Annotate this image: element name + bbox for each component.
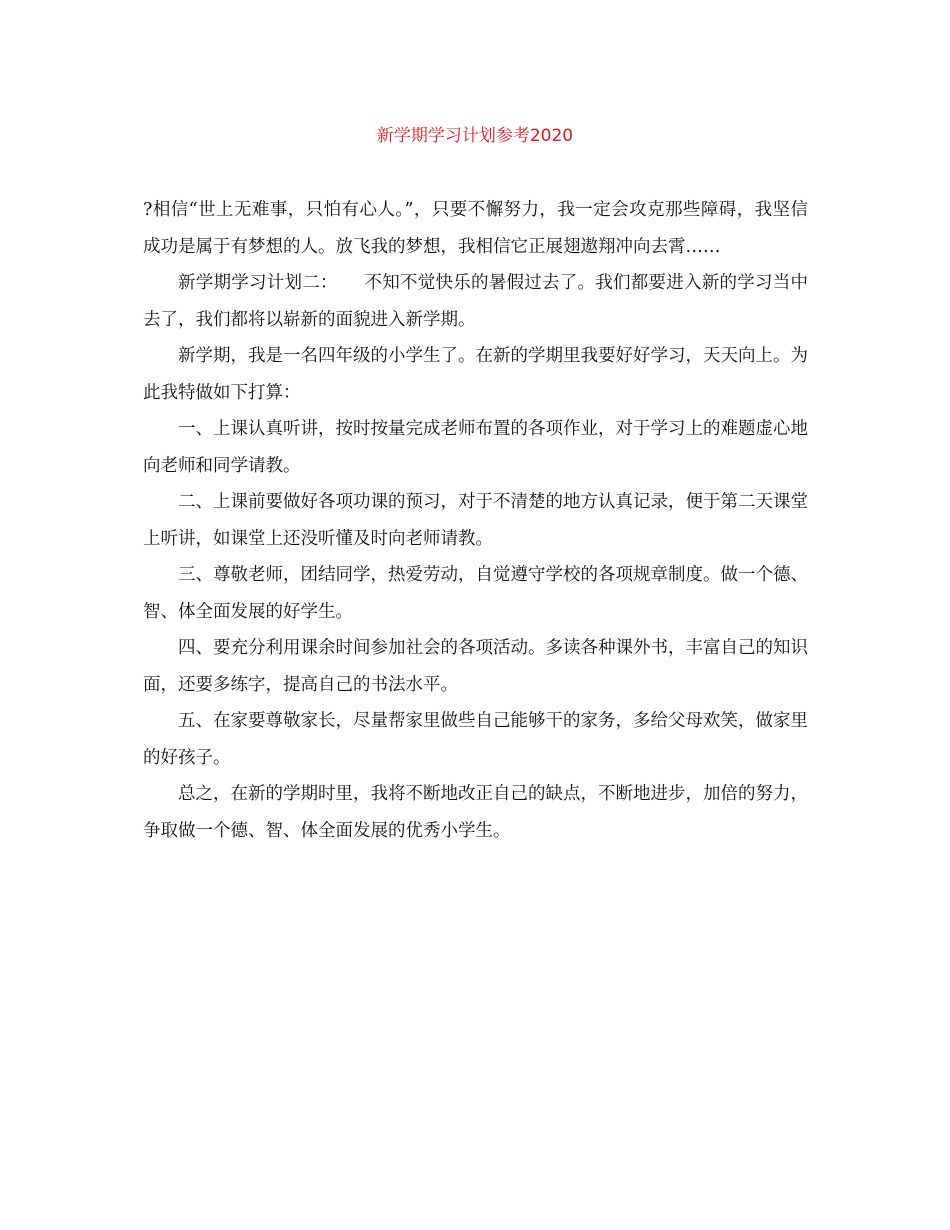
paragraph-intro: ?相信“世上无难事，只怕有心人。”，只要不懈努力，我一定会攻克那些障碍，我坚信成功是属于有梦想的人。放飞我的梦想，我相信它正展翅遨翔冲向去霄……	[143, 200, 808, 257]
document-title: 新学期学习计划参考2020	[376, 126, 574, 146]
paragraph-item-2: 二、上课前要做好各项功课的预习，对于不清楚的地方认真记录，便于第二天课堂上听讲，如课堂上还没听懂及时向老师请教。	[143, 492, 808, 549]
paragraph-new-term: 新学期，我是一名四年级的小学生了。在新的学期里我要好好学习，天天向上。为此我特做如下打算：	[143, 346, 808, 403]
paragraph-item-1: 一、上课认真听讲，按时按量完成老师布置的各项作业，对于学习上的难题虚心地向老师和同学请教。	[143, 419, 808, 476]
document-body	[143, 192, 808, 849]
paragraph-item-5: 五、在家要尊敬家长，尽量帮家里做些自己能够干的家务，多给父母欢笑，做家里的好孩子。	[143, 711, 808, 768]
paragraph-item-3: 三、尊敬老师，团结同学，热爱劳动，自觉遵守学校的各项规章制度。做一个德、智、体全面发展的好学生。	[143, 565, 808, 622]
paragraph-conclusion: 总之，在新的学期时里，我将不断地改正自己的缺点，不断地进步，加倍的努力，争取做一个德、智、体全面发展的优秀小学生。	[143, 784, 808, 841]
paragraph-item-4: 四、要充分利用课余时间参加社会的各项活动。多读各种课外书，丰富自己的知识面，还要多练字，提高自己的书法水平。	[143, 638, 808, 695]
paragraph-plan-two: 新学期学习计划二： 不知不觉快乐的暑假过去了。我们都要进入新的学习当中去了，我们都将以崭新的面貌进入新学期。	[143, 273, 808, 330]
